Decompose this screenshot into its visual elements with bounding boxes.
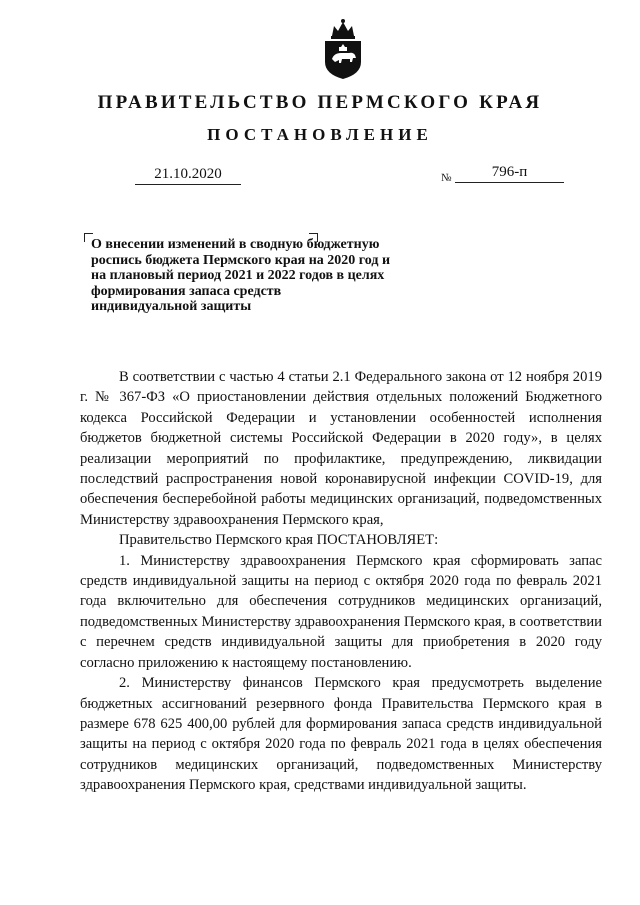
document-type: ПОСТАНОВЛЕНИЕ (207, 125, 433, 144)
document-body (80, 367, 602, 796)
resolution-intro: Правительство Пермского края ПОСТАНОВЛЯЕТ: (119, 532, 439, 549)
document-number: 796-п (455, 163, 564, 183)
document-subject: О внесении изменений в сводную бюджетную роспись бюджета Пермского края на 2020 год и на плановый период 2021 и 2022 годов в целях формирования запаса средств индивидуальной защиты (91, 237, 391, 314)
clause-2: 2. Министерству финансов Пермского края предусмотреть выделение бюджетных ассигнований резервного фонда Правительства Пермского края в размере 678 625 400,00 рублей для формирования запаса средств индивидуальной защиты на период с октября 2020 года по февраль 2021 года в целях обеспечения сотрудников медицинских организаций, подведомственных Министерству здравоохранения Пермского края, средствами индивидуальной защиты. (80, 675, 602, 794)
government-title: ПРАВИТЕЛЬСТВО ПЕРМСКОГО КРАЯ (97, 92, 543, 113)
coat-of-arms-icon (322, 18, 364, 80)
preamble-paragraph: В соответствии с частью 4 статьи 2.1 Федерального закона от 12 ноября 2019 г. № 367-ФЗ «О приостановлении действия отдельных положений Бюджетного кодекса Российской Федерации и установлении особенностей исполнения бюджетов бюджетной системы Российской Федерации в 2020 году», в целях реализации мероприятий по профилактике, предупреждению, ликвидации последствий распространения новой коронавирусной инфекции COVID-19, для обеспечения бесперебойной работы медицинских организаций, подведомственных Министерству здравоохранения Пермского края, (80, 369, 602, 528)
clause-1: 1. Министерству здравоохранения Пермского края сформировать запас средств индивидуальной защиты на период с октября 2020 года по февраль 2021 года включительно для обеспечения сотрудников медицинских организаций, подведомственных Министерству здравоохранения Пермского края, в соответствии с перечнем средств индивидуальной защиты для приобретения в 2020 году согласно приложению к настоящему постановлению. (80, 552, 602, 671)
document-date: 21.10.2020 (135, 165, 241, 185)
number-sign: № (441, 172, 452, 184)
